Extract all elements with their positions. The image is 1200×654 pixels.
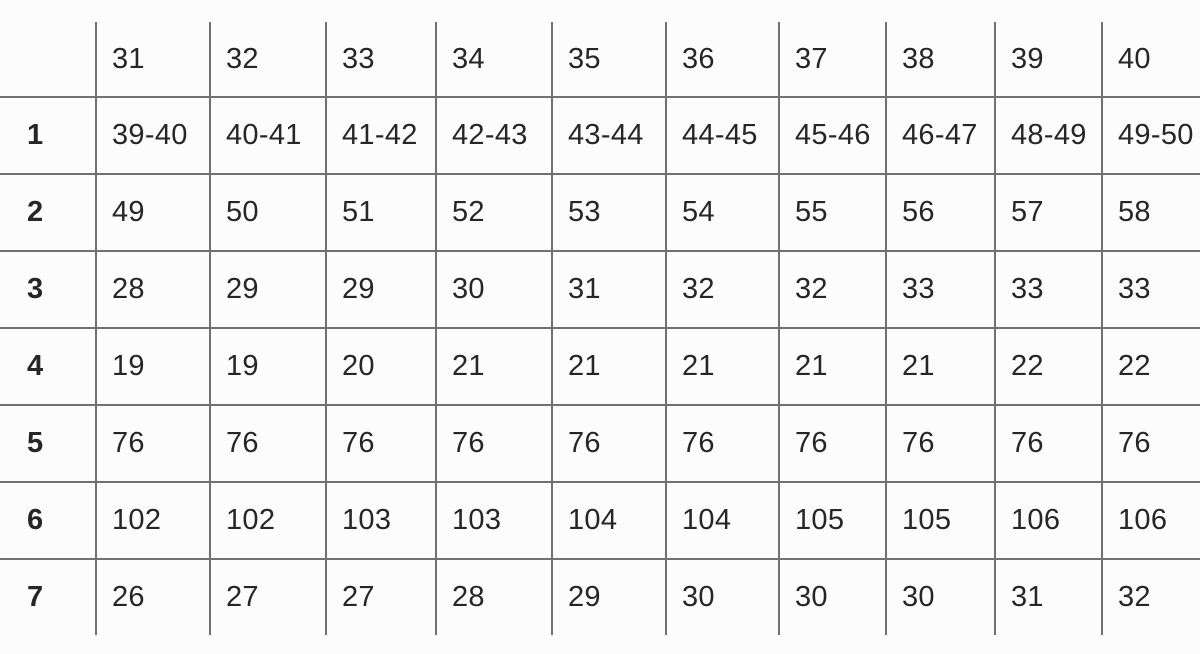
corner-cell: [0, 22, 95, 96]
table-cell: 19: [209, 327, 325, 404]
table-cell: 30: [778, 558, 885, 635]
table-cell: 106: [994, 481, 1101, 558]
table-cell: 76: [551, 404, 665, 481]
column-header: 39: [994, 22, 1101, 96]
table-cell: 28: [95, 250, 209, 327]
table-cell: 103: [435, 481, 551, 558]
table-cell: 55: [778, 173, 885, 250]
column-header: 35: [551, 22, 665, 96]
table-row: [0, 250, 1200, 327]
table-cell: 76: [325, 404, 435, 481]
column-header: 34: [435, 22, 551, 96]
table-cell: 21: [665, 327, 778, 404]
table-cell: 26: [95, 558, 209, 635]
table-cell: 105: [885, 481, 994, 558]
table-cell: 49: [95, 173, 209, 250]
size-chart-table: [0, 22, 1200, 635]
column-header: 32: [209, 22, 325, 96]
table-cell: 21: [551, 327, 665, 404]
table-cell: 76: [1101, 404, 1200, 481]
table-cell: 33: [1101, 250, 1200, 327]
row-label: 2: [0, 173, 95, 250]
table-cell: 58: [1101, 173, 1200, 250]
column-header: 37: [778, 22, 885, 96]
table-row: [0, 558, 1200, 635]
table-cell: 104: [665, 481, 778, 558]
table-row: [0, 96, 1200, 173]
table-cell: 41-42: [325, 96, 435, 173]
table-cell: 76: [778, 404, 885, 481]
table-cell: 48-49: [994, 96, 1101, 173]
column-header: 31: [95, 22, 209, 96]
table-cell: 56: [885, 173, 994, 250]
table-cell: 76: [665, 404, 778, 481]
table-cell: 42-43: [435, 96, 551, 173]
table-cell: 39-40: [95, 96, 209, 173]
table-cell: 46-47: [885, 96, 994, 173]
table-cell: 40-41: [209, 96, 325, 173]
table-cell: 102: [209, 481, 325, 558]
table-cell: 106: [1101, 481, 1200, 558]
table-cell: 32: [1101, 558, 1200, 635]
table-cell: 45-46: [778, 96, 885, 173]
table-cell: 27: [209, 558, 325, 635]
table-cell: 21: [435, 327, 551, 404]
table-row: [0, 404, 1200, 481]
table-cell: 103: [325, 481, 435, 558]
table-cell: 76: [209, 404, 325, 481]
table-cell: 54: [665, 173, 778, 250]
table-cell: 76: [994, 404, 1101, 481]
table-cell: 19: [95, 327, 209, 404]
column-header: 38: [885, 22, 994, 96]
table-cell: 29: [551, 558, 665, 635]
column-header: 36: [665, 22, 778, 96]
table-cell: 28: [435, 558, 551, 635]
column-header: 40: [1101, 22, 1200, 96]
table-cell: 33: [885, 250, 994, 327]
table-cell: 43-44: [551, 96, 665, 173]
table-cell: 33: [994, 250, 1101, 327]
table-cell: 32: [665, 250, 778, 327]
table-cell: 102: [95, 481, 209, 558]
table-cell: 52: [435, 173, 551, 250]
table-cell: 27: [325, 558, 435, 635]
table-cell: 30: [885, 558, 994, 635]
table-cell: 30: [435, 250, 551, 327]
row-label: 7: [0, 558, 95, 635]
row-label: 1: [0, 96, 95, 173]
table-cell: 21: [885, 327, 994, 404]
table-cell: 21: [778, 327, 885, 404]
row-label: 4: [0, 327, 95, 404]
table-cell: 49-50: [1101, 96, 1200, 173]
table-cell: 29: [325, 250, 435, 327]
table-row: [0, 327, 1200, 404]
table-cell: 31: [551, 250, 665, 327]
table-row: [0, 173, 1200, 250]
table-cell: 20: [325, 327, 435, 404]
table-cell: 22: [994, 327, 1101, 404]
table-cell: 50: [209, 173, 325, 250]
table-cell: 29: [209, 250, 325, 327]
table-header-row: [0, 22, 1200, 96]
table-cell: 51: [325, 173, 435, 250]
table-cell: 76: [435, 404, 551, 481]
table-cell: 30: [665, 558, 778, 635]
table-cell: 22: [1101, 327, 1200, 404]
table-row: [0, 481, 1200, 558]
table-cell: 104: [551, 481, 665, 558]
table-cell: 53: [551, 173, 665, 250]
table-cell: 76: [95, 404, 209, 481]
table-cell: 44-45: [665, 96, 778, 173]
column-header: 33: [325, 22, 435, 96]
row-label: 6: [0, 481, 95, 558]
table-cell: 31: [994, 558, 1101, 635]
table-cell: 32: [778, 250, 885, 327]
row-label: 3: [0, 250, 95, 327]
table-cell: 76: [885, 404, 994, 481]
table-cell: 105: [778, 481, 885, 558]
table-cell: 57: [994, 173, 1101, 250]
row-label: 5: [0, 404, 95, 481]
